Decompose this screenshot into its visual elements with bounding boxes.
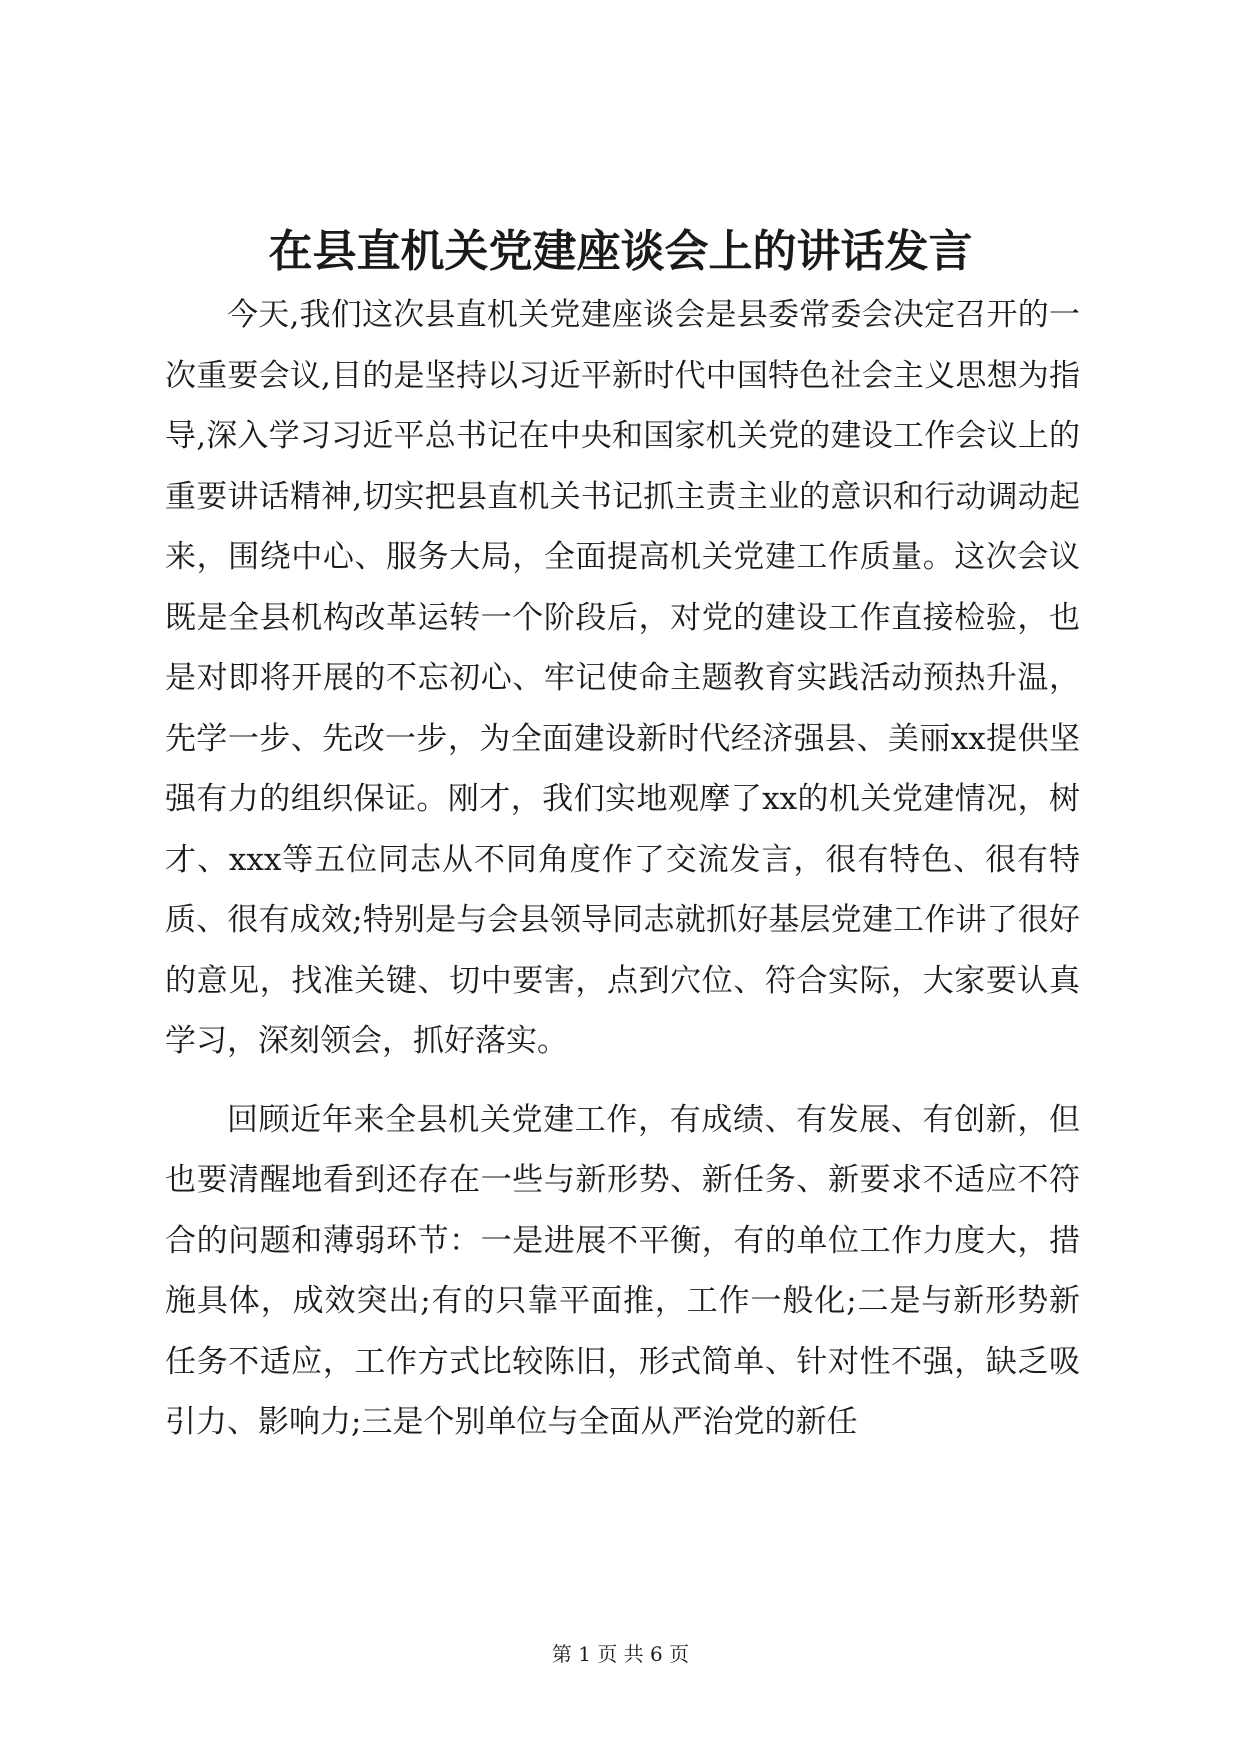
paragraph-2: 回顾近年来全县机关党建工作，有成绩、有发展、有创新，但也要清醒地看到还存在一些与新形势、新任务、新要求不适应不符合的问题和薄弱环节：一是进展不平衡，有的单位工作力度大，措施具体，成效突出;有的只靠平面推，工作一般化;二是与新形势新任务不适应，工作方式比较陈旧，形式简单、针对性不强，缺乏吸引力、影响力;三是个别单位与全面从严治党的新任 [165, 1101, 1080, 1440]
paragraph-1: 今天,我们这次县直机关党建座谈会是县委常委会决定召开的一次重要会议,目的是坚持以习近平新时代中国特色社会主义思想为指导,深入学习习近平总书记在中央和国家机关党的建设工作会议上的重要讲话精神,切实把县直机关书记抓主责主业的意识和行动调动起来，围绕中心、服务大局，全面提高机关党建工作质量。这次会议既是全县机构改革运转一个阶段后，对党的建设工作直接检验，也是对即将开展的不忘初心、牢记使命主题教育实践活动预热升温，先学一步、先改一步，为全面建设新时代经济强县、美丽xx提供坚强有力的组织保证。刚才，我们实地观摩了xx的机关党建情况，树才、xxx等五位同志从不同角度作了交流发言，很有特色、很有特质、很有成效;特别是与会县领导同志就抓好基层党建工作讲了很好的意见，找准关键、切中要害，点到穴位、符合实际，大家要认真学习，深刻领会，抓好落实。 [165, 297, 1080, 1059]
document-body [165, 285, 1080, 1453]
document-title: 在县直机关党建座谈会上的讲话发言 [268, 226, 973, 277]
page-number-footer: 第 1 页 共 6 页 [551, 1642, 690, 1666]
paragraph-spacer [165, 1072, 1080, 1090]
